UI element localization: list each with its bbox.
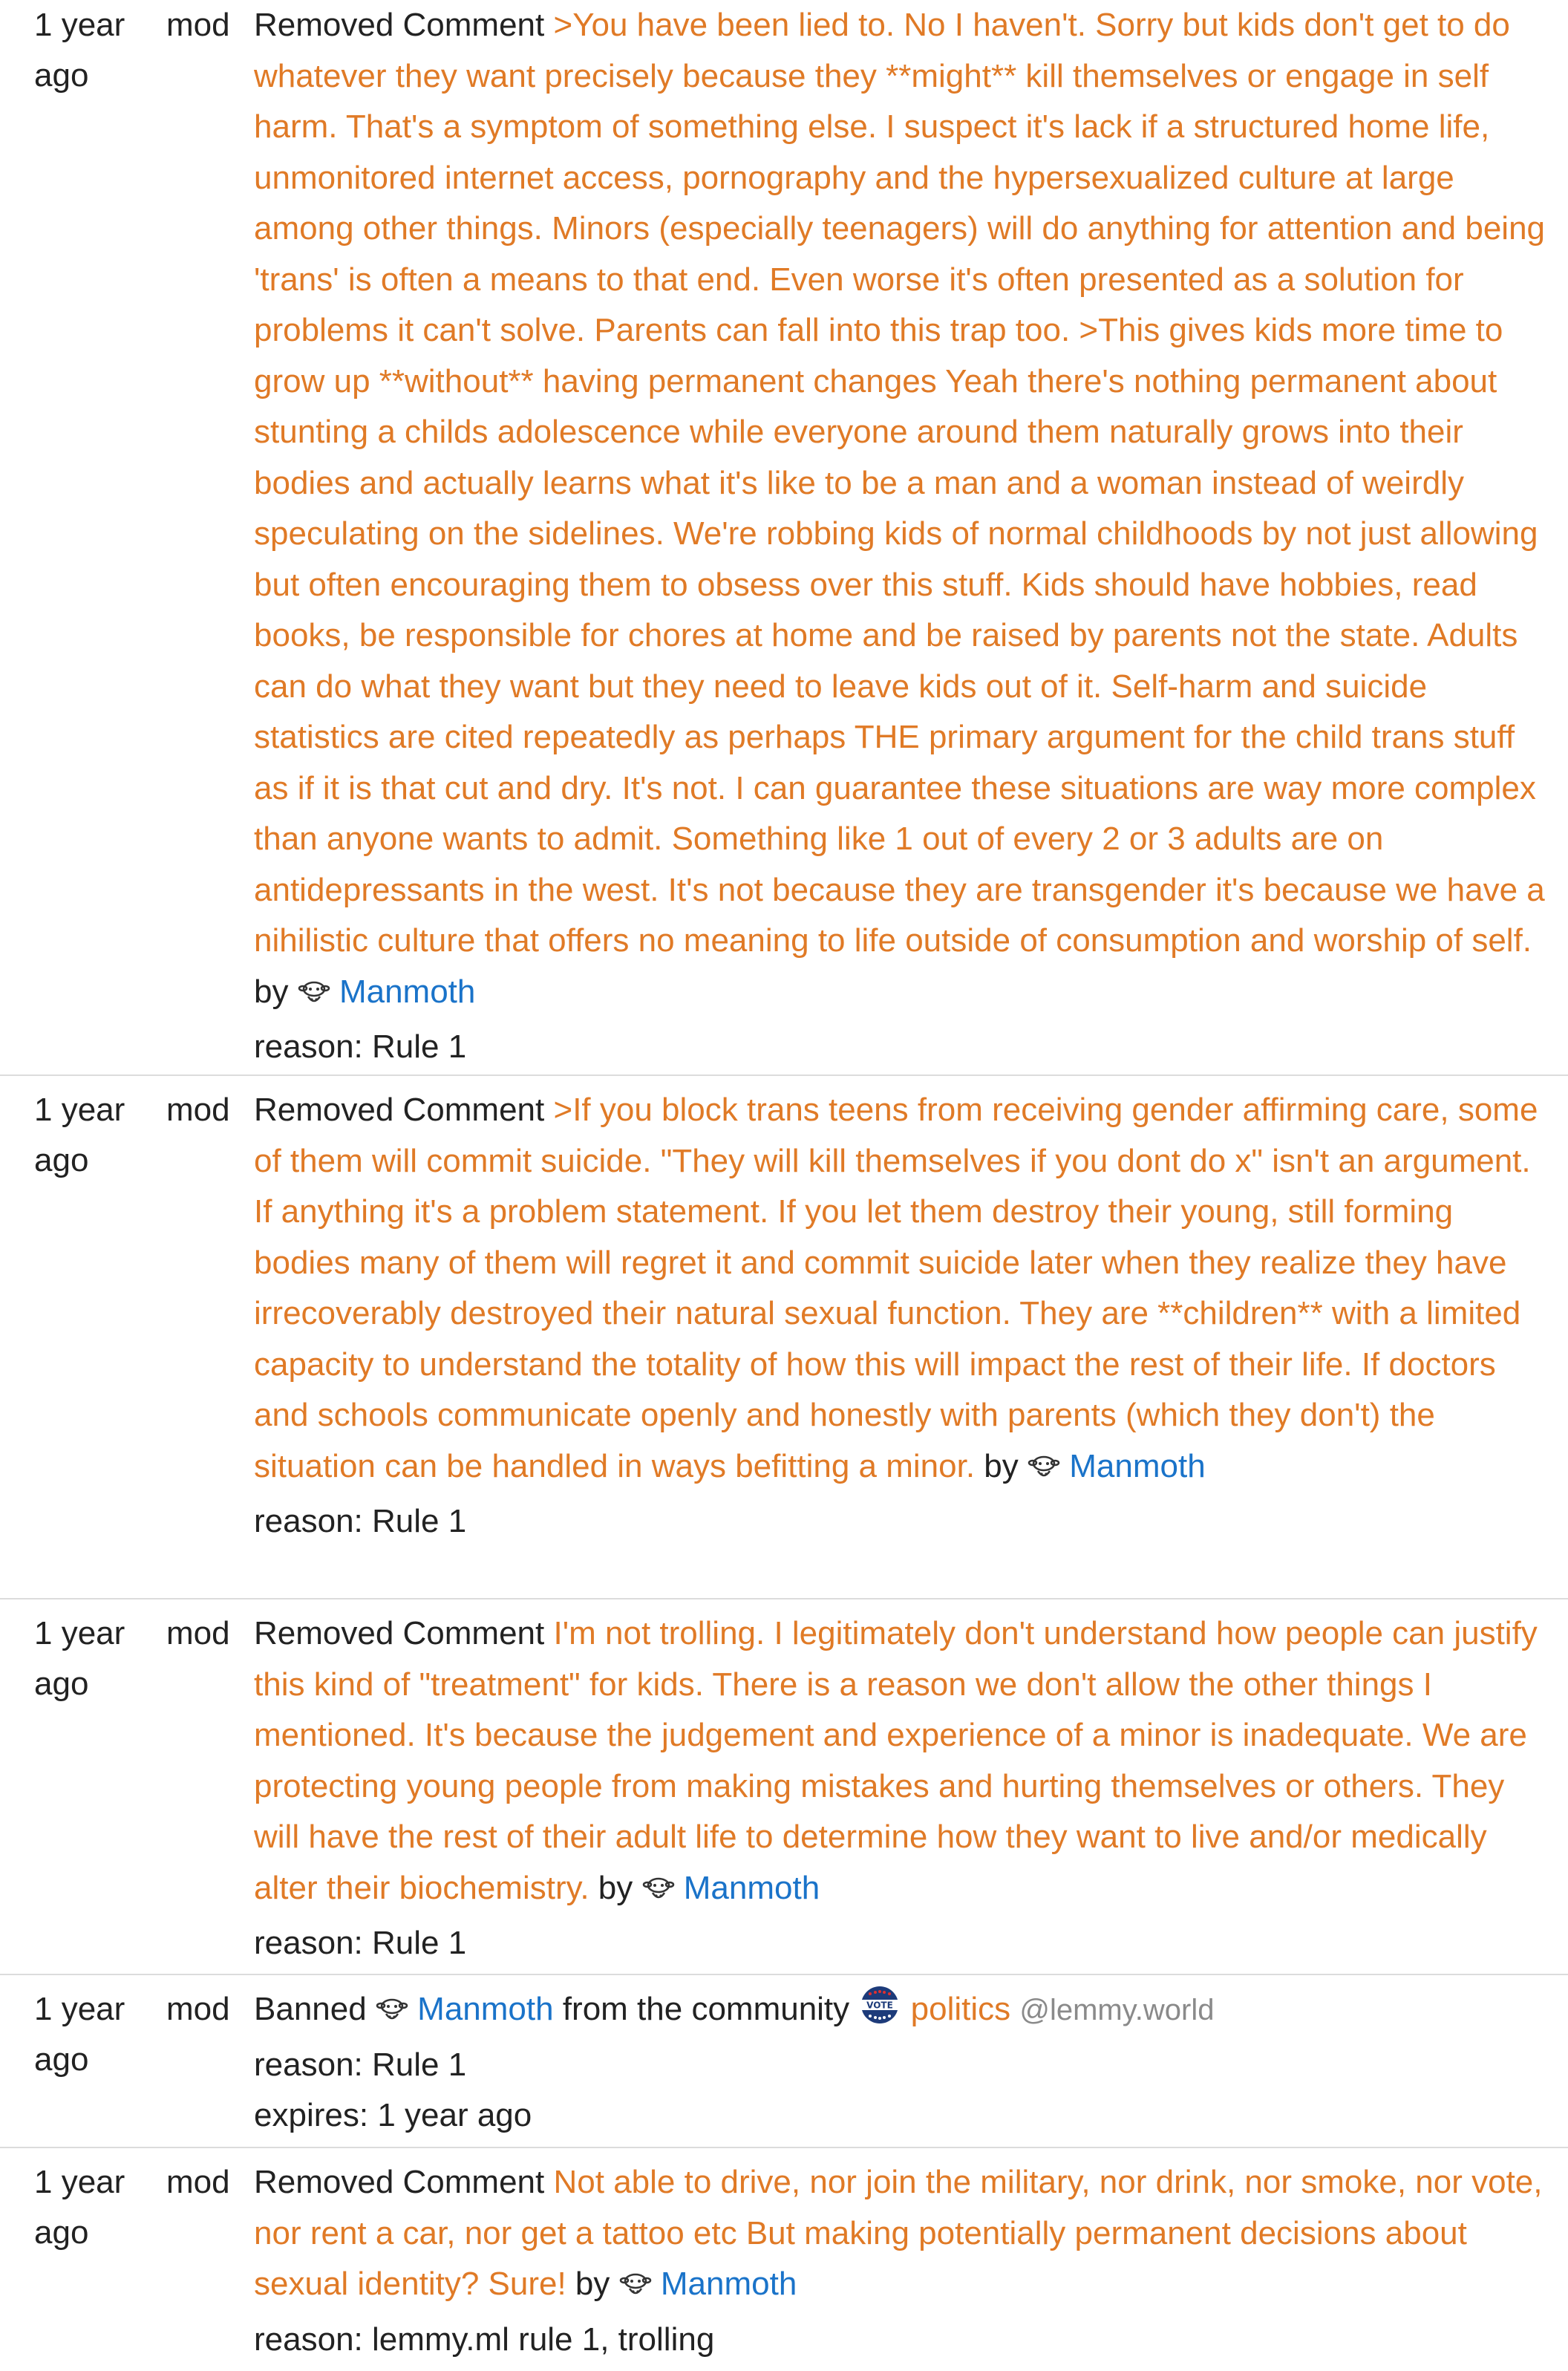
user-link[interactable]: Manmoth <box>1069 1447 1206 1484</box>
entry-time: 1 year ago <box>34 1991 125 2078</box>
reason-value: Rule 1 <box>372 1925 467 1961</box>
user-link[interactable]: Manmoth <box>417 1991 554 2027</box>
removed-comment-link[interactable]: >If you block trans teens from receiving gender affirming care, some of them will commit suicide. "They will kill themselves if you dont do x" isn't an argument. If anything it's a problem statement. If you let them destroy their young, still forming bodies many of them will regret it and commit suicide later when they realize they have irrecoverably destroyed their natural sexual function. They are **children** with a limited capacity to understand the totality of how this will impact the rest of their life. If doctors and schools communicate openly and honestly with parents (which they don't) the situation can be handled in ways befitting a minor. <box>254 1092 1538 1484</box>
removed-comment-link[interactable]: >You have been lied to. No I haven't. Sorry but kids don't get to do whatever they want precisely because they **might** kill themselves or engage in self harm. That's a symptom of something else. I suspect it's lack if a structured home life, unmonitored internet access, pornography and the hypersexualized culture at large among other things. Minors (especially teenagers) will do anything for attention and being 'trans' is often a means to that end. Even worse it's often presented as a solution for problems it can't solve. Parents can fall into this trap too. >This gives kids more time to grow up **without** having permanent changes Yeah there's nothing permanent about stunting a childs adolescence while everyone around them naturally grows into their bodies and actually learns what it's like to be a man and a woman instead of weirdly speculating on the sidelines. We're robbing kids of normal childhoods by not just allowing but often encouraging them to obsess over this stuff. Kids should have hobbies, read books, be responsible for chores at home and be raised by parents not the state. Adults can do what they want but they need to leave kids out of it. Self-harm and suicide statistics are cited repeatedly as perhaps THE primary argument for the child trans stuff as if it is that cut and dry. It's not. I can guarantee these situations are way more complex than anyone wants to admit. Something like 1 out of every 2 or 3 adults are on antidepressants in the west. It's not because they are transgender it's because we have a nihilistic culture that offers no meaning to life outside of consumption and worship of self. <box>254 7 1546 959</box>
entry-details <box>254 1085 1568 1588</box>
sheep-face-icon <box>1028 1446 1060 1497</box>
entry-time: 1 year ago <box>34 2164 125 2251</box>
reason-value: Rule 1 <box>372 1503 467 1539</box>
entry-moderator: mod <box>166 7 230 43</box>
entry-details <box>254 1608 1568 1963</box>
reason-value: Rule 1 <box>372 2046 467 2083</box>
svg-text:VOTE: VOTE <box>866 2000 894 2011</box>
user-link[interactable]: Manmoth <box>339 973 476 1010</box>
action-type: Removed Comment <box>254 7 545 43</box>
user-link[interactable]: Manmoth <box>683 1869 820 1906</box>
entry-moderator: mod <box>166 1991 230 2027</box>
expires-label: expires: <box>254 2097 369 2133</box>
entry-details <box>254 2157 1568 2361</box>
user-link[interactable]: Manmoth <box>660 2266 797 2302</box>
reason-line <box>254 1496 1553 1547</box>
by-label: by <box>254 973 289 1010</box>
modlog-entry <box>0 1076 1568 1599</box>
by-label: by <box>575 2266 610 2302</box>
reason-value: Rule 1 <box>372 1028 467 1065</box>
from-community-label: from the community <box>562 1991 850 2027</box>
entry-time: 1 year ago <box>34 1615 125 1702</box>
removed-comment-link[interactable]: I'm not trolling. I legitimately don't understand how people can justify this kind of "treatment" for kids. There is a reason we don't allow the other things I mentioned. It's because the judgement and experience of a minor is inadequate. We are protecting young people from making mistakes and hurting themselves or others. They will have the rest of their adult life to determine how they want to live and/or medically alter their biochemistry. <box>254 1615 1538 1906</box>
entry-moderator: mod <box>166 2164 230 2200</box>
reason-label: reason: <box>254 2046 363 2083</box>
removed-comment-link[interactable]: Not able to drive, nor join the military, nor drink, nor smoke, nor vote, nor rent a car, nor get a tattoo etc But making potentially permanent decisions about sexual identity? Sure! <box>254 2164 1543 2302</box>
expires-line <box>254 2090 1553 2142</box>
reason-line <box>254 1022 1553 1073</box>
reason-line <box>254 2040 1553 2091</box>
reason-line <box>254 2315 1553 2366</box>
community-instance: @lemmy.world <box>1019 1994 1215 2026</box>
action-type: Removed Comment <box>254 2164 545 2200</box>
sheep-face-icon <box>376 1989 408 2040</box>
modlog-entry <box>0 0 1568 1076</box>
entry-details <box>254 0 1568 1064</box>
reason-value: lemmy.ml rule 1, trolling <box>372 2321 715 2358</box>
entry-moderator: mod <box>166 1615 230 1651</box>
entry-time: 1 year ago <box>34 1092 125 1178</box>
reason-label: reason: <box>254 1925 363 1961</box>
modlog-entry <box>0 1599 1568 1975</box>
entry-details <box>254 1984 1568 2136</box>
modlog-entry <box>0 1975 1568 2148</box>
vote-badge-icon <box>858 1986 901 2040</box>
sheep-face-icon <box>298 971 330 1023</box>
action-type: Removed Comment <box>254 1092 545 1128</box>
by-label: by <box>598 1869 633 1906</box>
action-type: Removed Comment <box>254 1615 545 1651</box>
action-type: Banned <box>254 1991 367 2027</box>
expires-value: 1 year ago <box>377 2097 532 2133</box>
reason-label: reason: <box>254 2321 363 2358</box>
modlog-entry <box>0 2148 1568 2371</box>
sheep-face-icon <box>619 2263 652 2315</box>
reason-label: reason: <box>254 1028 363 1065</box>
by-label: by <box>984 1447 1019 1484</box>
reason-label: reason: <box>254 1503 363 1539</box>
sheep-face-icon <box>642 1868 675 1919</box>
entry-time: 1 year ago <box>34 7 125 94</box>
community-link[interactable]: politics <box>910 1991 1011 2027</box>
entry-moderator: mod <box>166 1092 230 1128</box>
reason-line <box>254 1918 1553 1969</box>
